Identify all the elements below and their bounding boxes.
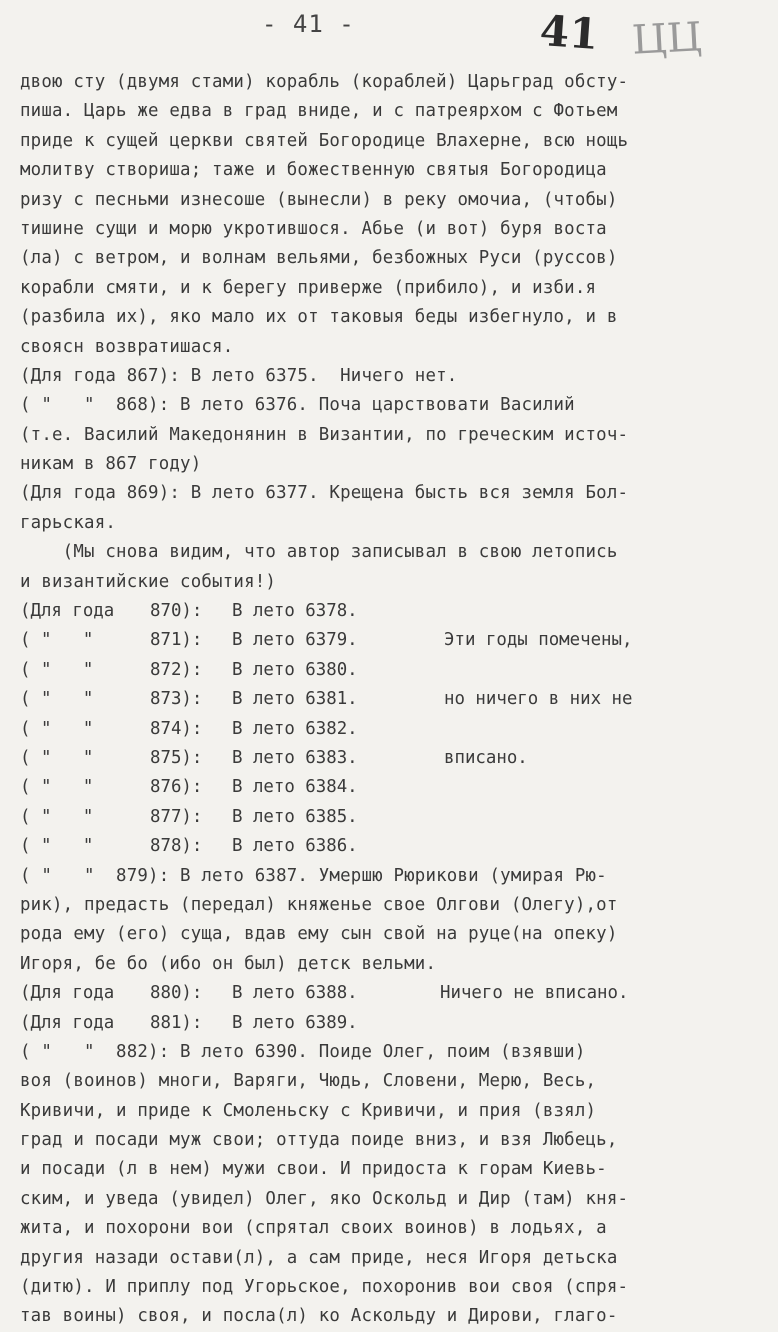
year-prefix: ( " " [20,806,94,827]
year-prefix: (Для года [20,1012,115,1033]
year-entry: В лето 6380. [232,659,358,680]
text-block-3 [0,1038,778,1332]
year-prefix: ( " " [20,836,94,857]
year-number: 872): [150,659,203,680]
text-line: воя (воинов) многи, Варяги, Чюдь, Словени, Мерю, Весь, [20,1071,597,1092]
year-note: Ничего не вписано. [440,983,629,1004]
year-entry: В лето 6383. [232,747,358,768]
text-line: ( " " 868): В лето 6376. Поча царствовати Василий [20,395,575,416]
text-line: (разбила их), яко мало их от таковыя беды избегнуло, и в [20,307,618,328]
text-line: (т.е. Василий Македонянин в Византии, по греческим источ- [20,424,629,445]
year-prefix: (Для года [20,983,115,1004]
text-line: ризу с песньми изнесоше (вынесли) в реку омочиа, (чтобы) [20,189,618,210]
year-row [0,979,778,1008]
year-row [0,685,778,714]
year-number: 880): [150,983,203,1004]
year-entry: В лето 6388. [232,983,358,1004]
year-row [0,656,778,685]
text-line: рик), предасть (передал) княженье свое Олгови (Олегу),от [20,894,618,915]
page-header [0,6,778,76]
year-row [0,773,778,802]
year-entry: В лето 6379. [232,630,358,651]
document-body [0,68,778,1332]
handwritten-page-number: 41 [538,6,601,59]
page-number: - 41 - [262,10,355,38]
year-number: 873): [150,689,203,710]
year-number: 871): [150,630,203,651]
year-entry: В лето 6382. [232,718,358,739]
year-number: 881): [150,1012,203,1033]
text-block-2 [0,862,778,980]
text-line: (дитю). И приплу под Угорьское, похоронив вои своя (спря- [20,1277,629,1298]
text-line: жита, и похорони вои (спрятал своих воинов) в лодьях, а [20,1218,607,1239]
text-line: корабли смяти, и к берегу приверже (прибило), и изби.я [20,277,597,298]
text-line: приде к сущей церкви святей Богородице Влахерне, всю нощь [20,130,629,151]
year-list-2 [0,979,778,1038]
year-row [0,626,778,655]
text-line: Игоря, бе бо (ибо он был) детск вельми. [20,953,437,974]
text-line: двою сту (двумя стами) корабль (кораблей) Царьград обсту- [20,72,629,92]
year-entry: В лето 6381. [232,689,358,710]
year-number: 876): [150,777,203,798]
year-prefix: ( " " [20,718,94,739]
text-line: (Мы снова видим, что автор записывал в свою летопись [20,542,618,563]
year-number: 874): [150,718,203,739]
text-line: молитву створиша; таже и божественную святыя Богородица [20,160,607,181]
year-entry: В лето 6384. [232,777,358,798]
handwritten-mark: ЦЦ [630,14,703,64]
year-entry: В лето 6378. [232,601,358,622]
text-line: и византийские события!) [20,571,277,592]
year-prefix: ( " " [20,659,94,680]
year-number: 877): [150,806,203,827]
year-entry: В лето 6389. [232,1012,358,1033]
year-row [0,1009,778,1038]
year-note: но ничего в них не [444,689,633,710]
text-line: ( " " 879): В лето 6387. Умершю Рюрикови (умирая Рю- [20,865,607,886]
text-line: ( " " 882): В лето 6390. Поиде Олег, поим (взявши) [20,1041,586,1062]
year-row [0,597,778,626]
text-line: своясн возвратишася. [20,336,234,357]
text-line: и посади (л в нем) мужи свои. И придоста к горам Киевь- [20,1159,607,1180]
year-note: Эти годы помечены, [444,630,633,651]
year-number: 878): [150,836,203,857]
text-line: Кривичи, и приде к Смоленьску с Кривичи, и прия (взял) [20,1100,597,1121]
year-prefix: ( " " [20,689,94,710]
year-entry: В лето 6385. [232,806,358,827]
year-number: 875): [150,747,203,768]
year-row [0,832,778,861]
year-prefix: ( " " [20,630,94,651]
text-block-1 [0,68,778,597]
text-line: другия назади остави(л), а сам приде, неся Игоря детьска [20,1247,618,1268]
year-prefix: ( " " [20,747,94,768]
text-line: тишине сущи и морю укротившося. Абье (и вот) буря воста [20,218,607,239]
year-row [0,715,778,744]
text-line: (ла) с ветром, и волнам вельями, безбожных Руси (руссов) [20,248,618,269]
text-line: пиша. Царь же едва в град вниде, и с патреярхом с Фотьем [20,101,618,122]
year-row [0,744,778,773]
year-entry: В лето 6386. [232,836,358,857]
year-list-1 [0,597,778,862]
year-note: вписано. [444,747,528,768]
year-prefix: (Для года [20,601,115,622]
text-line: никам в 867 году) [20,454,202,475]
year-prefix: ( " " [20,777,94,798]
text-line: ским, и уведа (увидел) Олег, яко Оскольд и Дир (там) кня- [20,1188,629,1209]
text-line: рода ему (его) суща, вдав ему сын свой на руце(на опеку) [20,924,618,945]
year-number: 870): [150,601,203,622]
text-line: тав воины) своя, и посла(л) ко Аскольду и Дирови, глаго- [20,1306,618,1327]
text-line: град и посади муж свои; оттуда поиде вниз, и взя Любець, [20,1130,618,1151]
text-line: гарьская. [20,512,117,533]
year-row [0,803,778,832]
text-line: (Для года 869): В лето 6377. Крещена бысть вся земля Бол- [20,483,629,504]
text-line: (Для года 867): В лето 6375. Ничего нет. [20,365,458,386]
